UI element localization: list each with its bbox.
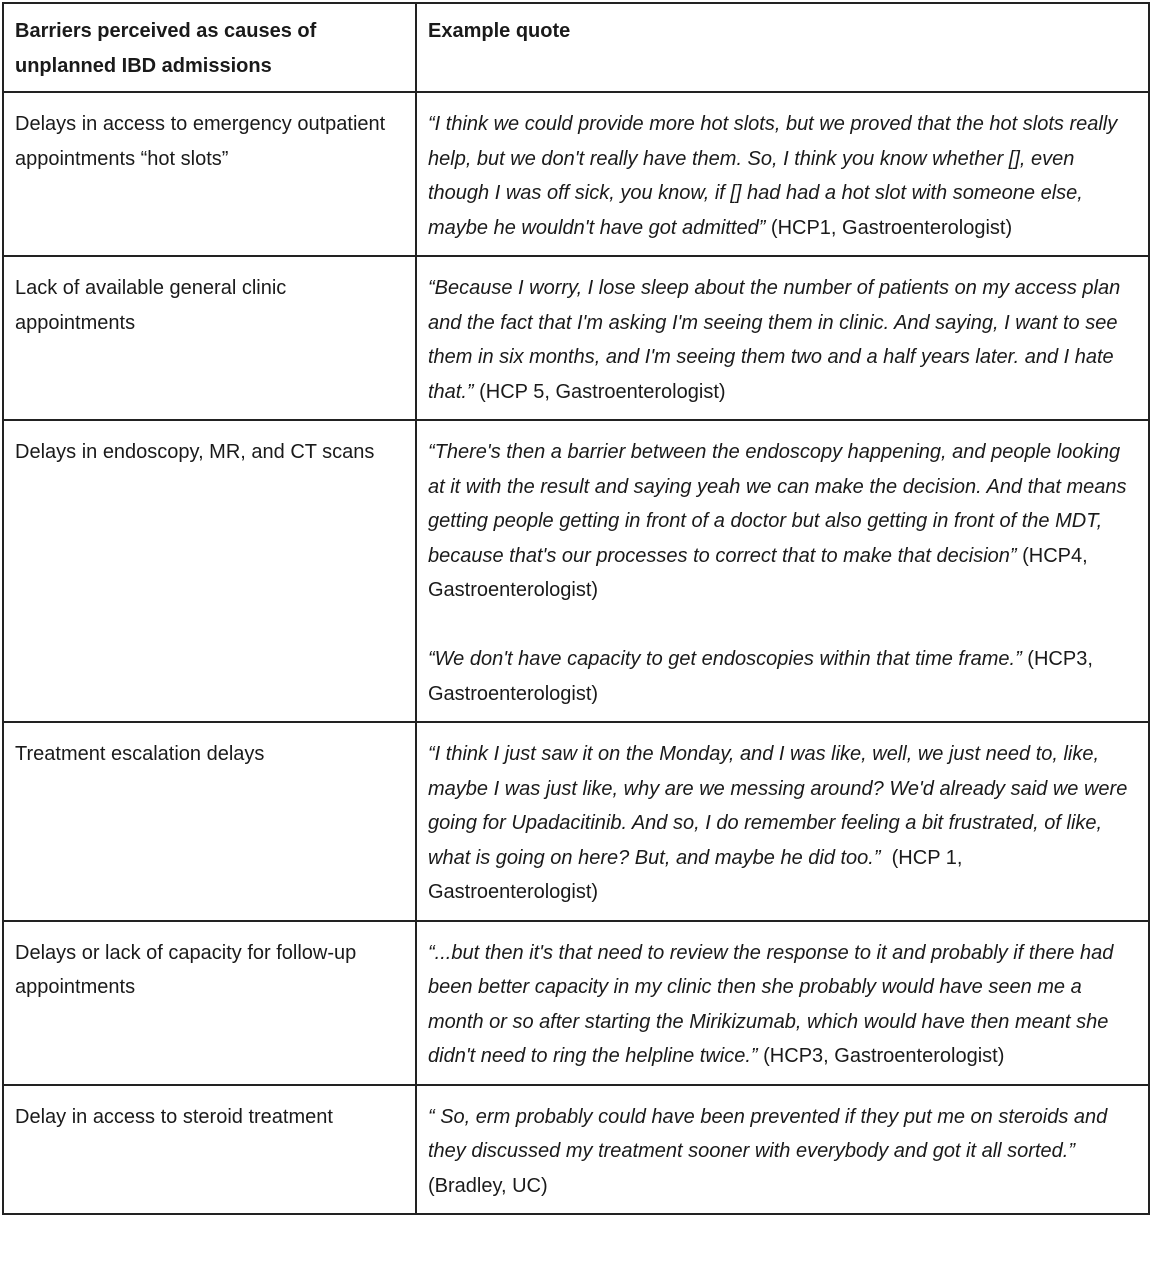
quote-paragraph [428,1100,1138,1204]
table-row [3,92,1149,256]
quote-cell [416,921,1149,1085]
barrier-cell: Delays in access to emergency outpatient appointments “hot slots” [3,92,416,256]
quote-text: “ So, erm probably could have been prevented if they put me on steroids and they discussed my treatment sooner with everybody and got it all sorted.” [428,1105,1108,1162]
table-row [3,921,1149,1085]
table-row [3,256,1149,420]
table-row [3,1085,1149,1215]
barriers-table [2,2,1150,1215]
quote-text: “I think I just saw it on the Monday, and I was like, well, we just need to, like, maybe I was just like, why are we messing around? We'd already said we were going for Upadacitinib. And so, I do remember feeling a bit frustrated, of like, what is going on here? But, and maybe he did too.” [428,743,1128,869]
quote-source: (Bradley, UC) [428,1140,1081,1197]
table-row [3,722,1149,921]
quote-source: (HCP4, Gastroenterologist) [428,544,1094,601]
header-row [3,3,1149,92]
quote-source: (HCP1, Gastroenterologist) [765,216,1013,239]
quote-paragraph [428,642,1138,711]
barrier-cell: Delays or lack of capacity for follow-up appointments [3,921,416,1085]
quote-text: “Because I worry, I lose sleep about the number of patients on my access plan and the fact that I'm asking I'm seeing them in clinic. And saying, I want to see them in six months, and I'm seeing them two and a half years later. and I hate that.” [428,277,1121,403]
quote-paragraph [428,107,1138,245]
quote-source: (HCP 1, Gastroenterologist) [428,846,968,903]
table-body [3,92,1149,1214]
quote-text: “We don't have capacity to get endoscopies within that time frame.” [428,648,1022,670]
quote-paragraph [428,936,1138,1074]
quote-text: “I think we could provide more hot slots, but we proved that the hot slots really help, but we don't really have them. So, I think you know whether [], even though I was off sick, you know, if [] had had a hot slot with someone else, maybe he wouldn't have got admitted” [428,113,1118,239]
barrier-cell: Delay in access to steroid treatment [3,1085,416,1215]
header-example-quote: Example quote [416,3,1149,92]
quote-cell [416,92,1149,256]
quote-source: (HCP3, Gastroenterologist) [757,1045,1005,1067]
quote-source: (HCP 5, Gastroenterologist) [473,380,726,403]
quote-cell [416,722,1149,921]
barrier-cell: Delays in endoscopy, MR, and CT scans [3,420,416,722]
barrier-cell: Lack of available general clinic appointments [3,256,416,420]
quote-paragraph [428,435,1138,608]
header-barriers: Barriers perceived as causes of unplanned IBD admissions [3,3,416,92]
quote-paragraph [428,271,1138,409]
barrier-cell: Treatment escalation delays [3,722,416,921]
table-row [3,420,1149,722]
quote-paragraph [428,737,1138,910]
quote-cell [416,420,1149,722]
quote-text: “...but then it's that need to review the response to it and probably if there had been better capacity in my clinic then she probably would have seen me a month or so after starting the Mirikizumab, which would have then meant she didn't need to ring the helpline twice.” [428,941,1114,1067]
quote-cell [416,256,1149,420]
quote-cell [416,1085,1149,1215]
quote-source: (HCP3, Gastroenterologist) [428,648,1099,705]
quote-text: “There's then a barrier between the endoscopy happening, and people looking at it with the result and saying yeah we can make the decision. And that means getting people getting in front of a doctor but also getting in front of the MDT, because that's our processes to correct that to make that decision” [428,441,1127,567]
